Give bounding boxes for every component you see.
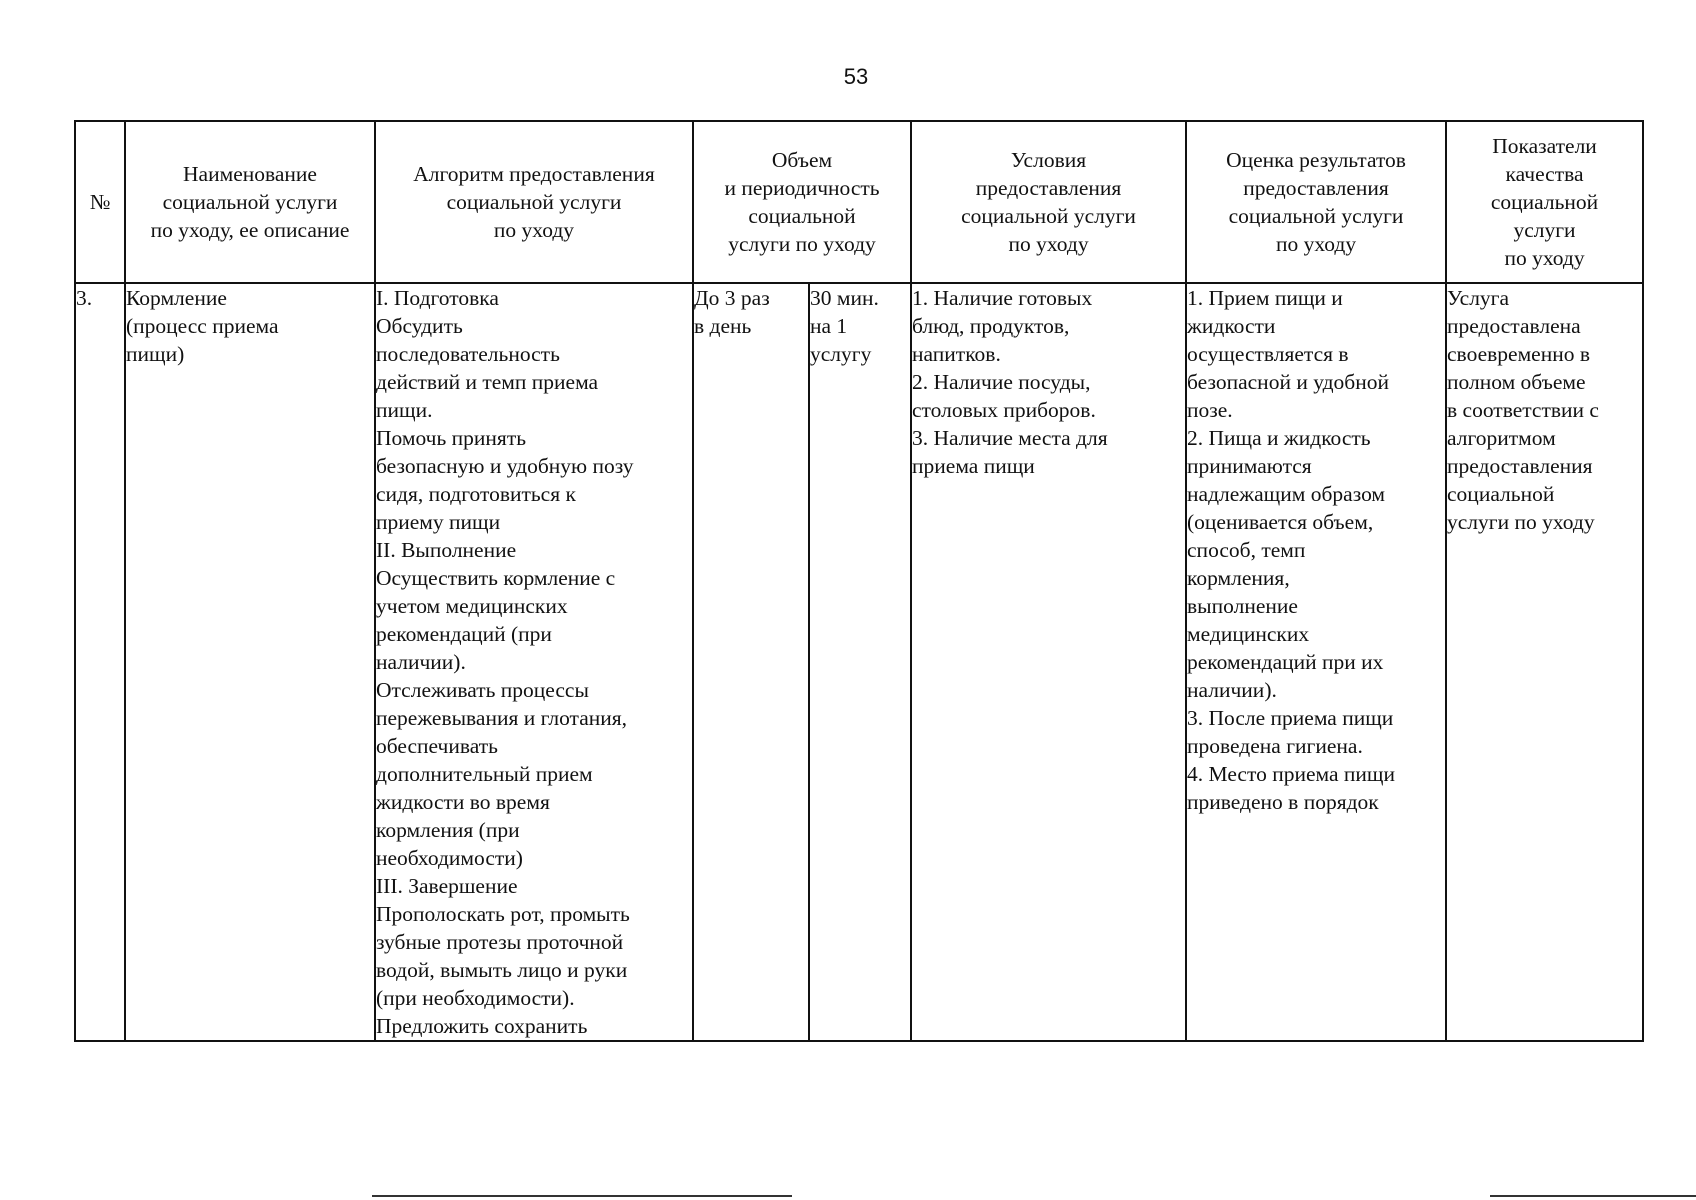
duration-cell-line: на 1	[810, 314, 848, 338]
frequency-cell-line: в день	[694, 314, 752, 338]
algorithm-cell-line: жидкости во время	[376, 790, 550, 814]
algorithm-cell-line: приему пищи	[376, 510, 501, 534]
algorithm-cell-line: дополнительный прием	[376, 762, 593, 786]
algorithm-cell-line: обеспечивать	[376, 734, 498, 758]
quality-cell-line: полном объеме	[1447, 370, 1586, 394]
quality-cell	[1446, 283, 1643, 1041]
header-service-name-line: социальной услуги	[162, 190, 338, 214]
algorithm-cell-line: II. Выполнение	[376, 538, 517, 562]
header-quality-line: качества	[1505, 162, 1584, 186]
frequency-cell-line: До 3 раз	[694, 286, 770, 310]
conditions-cell-line: 2. Наличие посуды,	[912, 370, 1091, 394]
header-evaluation-line: предоставления	[1243, 176, 1389, 200]
header-conditions-line: по уходу	[1008, 232, 1089, 256]
evaluation-cell-line: 3. После приема пищи	[1187, 706, 1394, 730]
algorithm-cell-line: пищи.	[376, 398, 433, 422]
footer-rule-left	[372, 1195, 792, 1197]
header-evaluation	[1186, 121, 1446, 283]
algorithm-cell-line: Прополоскать рот, промыть	[376, 902, 630, 926]
table-row	[75, 283, 1643, 1041]
footer-rule-right	[1490, 1195, 1696, 1197]
header-quality	[1446, 121, 1643, 283]
algorithm-cell-line: пережевывания и глотания,	[376, 706, 628, 730]
quality-cell-line: алгоритмом	[1447, 426, 1556, 450]
header-conditions-line: Условия	[1010, 148, 1087, 172]
evaluation-cell-line: (оценивается объем,	[1187, 510, 1374, 534]
header-evaluation-line: социальной услуги	[1228, 204, 1404, 228]
algorithm-cell-line: необходимости)	[376, 846, 523, 870]
quality-cell-line: социальной	[1447, 482, 1555, 506]
evaluation-cell-line: жидкости	[1187, 314, 1276, 338]
algorithm-cell-line: последовательность	[376, 342, 560, 366]
service-name-cell	[125, 283, 375, 1041]
header-service-name-line: Наименование	[183, 162, 317, 186]
table-header-row	[75, 121, 1643, 283]
algorithm-cell-line: III. Завершение	[376, 874, 518, 898]
quality-cell-line: в соответствии с	[1447, 398, 1599, 422]
page-number: 53	[843, 64, 869, 89]
evaluation-cell-line: 4. Место приема пищи	[1187, 762, 1395, 786]
conditions-cell-line: напитков.	[912, 342, 1001, 366]
service-name-cell-line: Кормление	[126, 286, 227, 310]
evaluation-cell-line: проведена гигиена.	[1187, 734, 1363, 758]
conditions-cell	[911, 283, 1186, 1041]
algorithm-cell-line: I. Подготовка	[376, 286, 499, 310]
algorithm-cell-line: Отслеживать процессы	[376, 678, 589, 702]
algorithm-cell-line: сидя, подготовиться к	[376, 482, 576, 506]
algorithm-cell-line: Обсудить	[376, 314, 463, 338]
algorithm-cell-line: учетом медицинских	[376, 594, 568, 618]
header-algorithm	[375, 121, 693, 283]
evaluation-cell-line: наличии).	[1187, 678, 1277, 702]
header-quality-line: услуги	[1513, 218, 1576, 242]
row-number	[75, 283, 125, 1041]
algorithm-cell-line: зубные протезы проточной	[376, 930, 624, 954]
evaluation-cell-line: выполнение	[1187, 594, 1298, 618]
header-algorithm-line: по уходу	[493, 218, 575, 242]
duration-cell-line: услугу	[810, 342, 872, 366]
algorithm-cell-line: наличии).	[376, 650, 466, 674]
evaluation-cell-line: позе.	[1187, 398, 1233, 422]
evaluation-cell-line: 2. Пища и жидкость	[1187, 426, 1371, 450]
algorithm-cell-line: водой, вымыть лицо и руки	[376, 958, 628, 982]
quality-cell-line: услуги по уходу	[1447, 510, 1595, 534]
header-number	[75, 121, 125, 283]
duration-cell	[809, 283, 911, 1041]
evaluation-cell-line: 1. Прием пищи и	[1187, 286, 1343, 310]
duration-cell-line: 30 мин.	[810, 286, 879, 310]
evaluation-cell-line: надлежащим образом	[1187, 482, 1386, 506]
service-name-cell-line: (процесс приема	[126, 314, 279, 338]
header-conditions-line: предоставления	[975, 176, 1122, 200]
algorithm-cell-line: (при необходимости).	[376, 986, 575, 1010]
evaluation-cell-line: безопасной и удобной	[1187, 370, 1389, 394]
quality-cell-line: предоставления	[1447, 454, 1593, 478]
social-services-table	[74, 120, 1644, 1042]
conditions-cell-line: приема пищи	[912, 454, 1035, 478]
quality-cell-line: своевременно в	[1447, 342, 1590, 366]
header-service-name-line: по уходу, ее описание	[150, 218, 350, 242]
header-quality-line: Показатели	[1492, 134, 1597, 158]
conditions-cell-line: блюд, продуктов,	[912, 314, 1070, 338]
evaluation-cell-line: медицинских	[1187, 622, 1310, 646]
header-volume-frequency-line: Объем	[771, 148, 833, 172]
algorithm-cell-line: Осуществить кормление с	[376, 566, 616, 590]
evaluation-cell-line: способ, темп	[1187, 538, 1306, 562]
evaluation-cell	[1186, 283, 1446, 1041]
header-algorithm-line: социальной услуги	[446, 190, 622, 214]
evaluation-cell-line: кормления,	[1187, 566, 1290, 590]
header-conditions-line: социальной услуги	[961, 204, 1136, 228]
algorithm-cell-line: безопасную и удобную позу	[376, 454, 634, 478]
header-volume-frequency-line: и периодичность	[724, 176, 880, 200]
header-quality-line: социальной	[1490, 190, 1599, 214]
evaluation-cell-line: принимаются	[1187, 454, 1312, 478]
header-service-name	[125, 121, 375, 283]
header-volume-frequency-line: социальной	[748, 204, 856, 228]
quality-cell-line: предоставлена	[1447, 314, 1581, 338]
row-number-text: 3.	[76, 286, 93, 310]
frequency-cell	[693, 283, 809, 1041]
header-quality-line: по уходу	[1504, 246, 1585, 270]
algorithm-cell-line: Помочь принять	[376, 426, 527, 450]
quality-cell-line: Услуга	[1447, 286, 1510, 310]
algorithm-cell-line: кормления (при	[376, 818, 520, 842]
evaluation-cell-line: осуществляется в	[1187, 342, 1349, 366]
conditions-cell-line: 3. Наличие места для	[912, 426, 1108, 450]
algorithm-cell	[375, 283, 693, 1041]
conditions-cell-line: столовых приборов.	[912, 398, 1096, 422]
header-evaluation-line: Оценка результатов	[1226, 148, 1406, 172]
service-name-cell-line: пищи)	[126, 342, 185, 366]
evaluation-cell-line: приведено в порядок	[1187, 790, 1379, 814]
algorithm-cell-line: Предложить сохранить	[376, 1014, 588, 1038]
header-number-line: №	[89, 190, 111, 214]
header-conditions	[911, 121, 1186, 283]
header-evaluation-line: по уходу	[1275, 232, 1357, 256]
algorithm-cell-line: рекомендаций (при	[376, 622, 552, 646]
header-algorithm-line: Алгоритм предоставления	[413, 162, 655, 186]
header-volume-frequency-line: услуги по уходу	[728, 232, 876, 256]
conditions-cell-line: 1. Наличие готовых	[912, 286, 1093, 310]
algorithm-cell-line: действий и темп приема	[376, 370, 599, 394]
evaluation-cell-line: рекомендаций при их	[1187, 650, 1384, 674]
header-volume-frequency	[693, 121, 911, 283]
